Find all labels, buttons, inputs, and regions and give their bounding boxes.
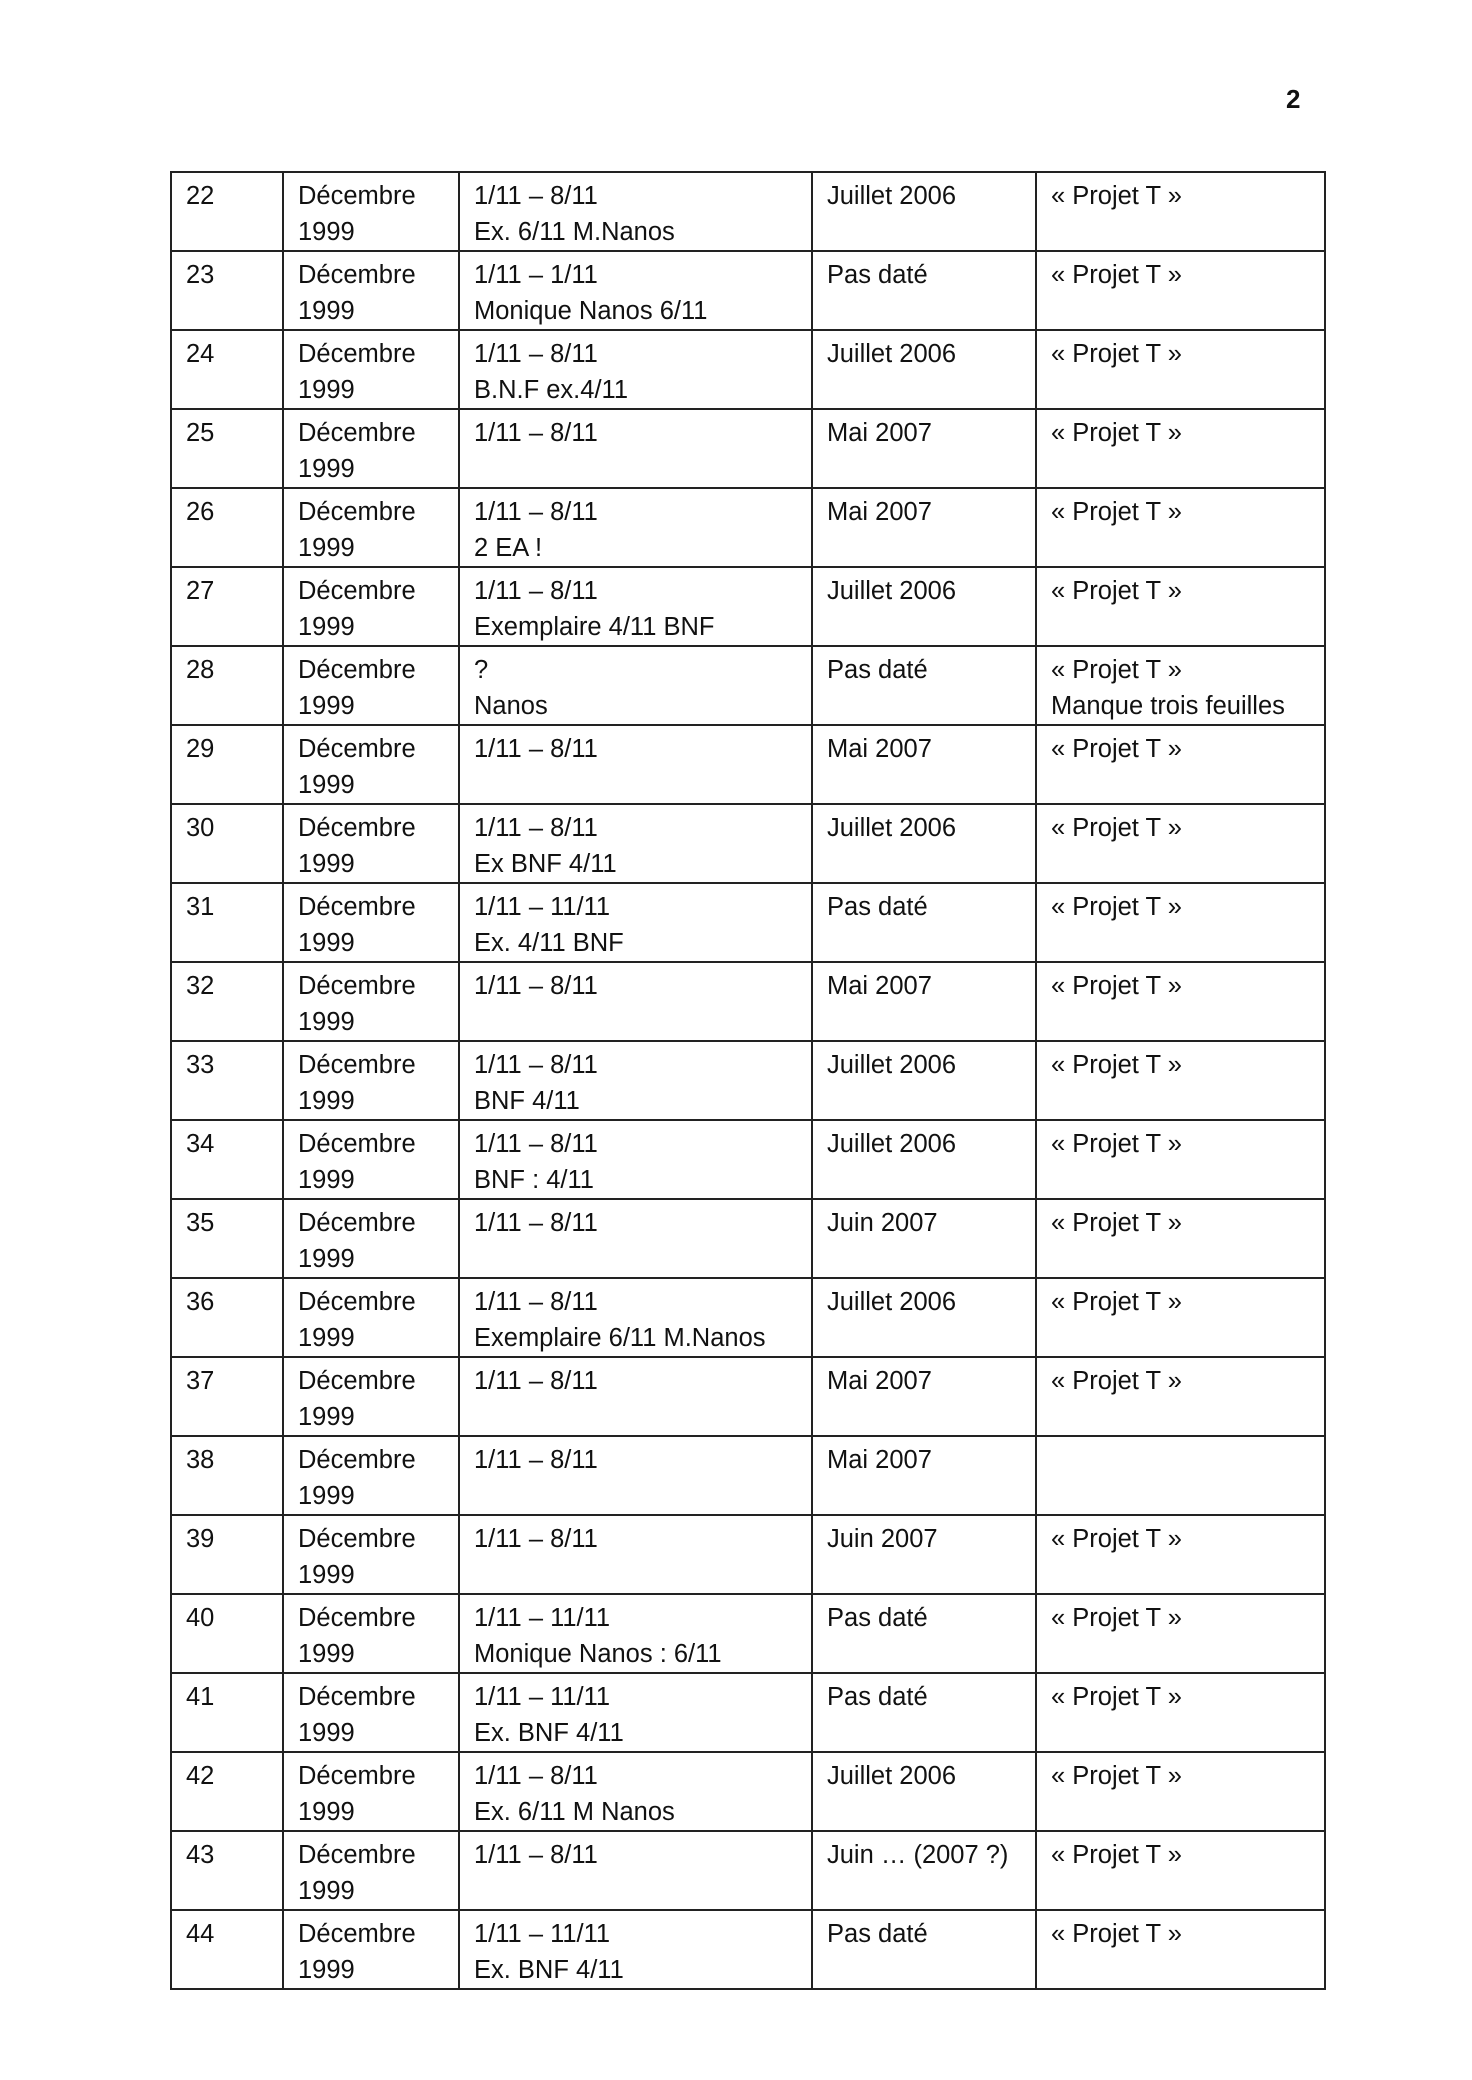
row-number: 31 xyxy=(186,893,215,921)
note-cell xyxy=(1036,1357,1325,1436)
edition-cell xyxy=(812,962,1036,1041)
row-number-cell xyxy=(171,1278,283,1357)
range-cell xyxy=(459,1752,812,1831)
edition-cell xyxy=(812,330,1036,409)
date-month: Décembre xyxy=(298,1051,416,1079)
range-value: 1/11 – 11/11 xyxy=(474,1604,611,1632)
table-row xyxy=(171,172,1325,251)
row-number: 35 xyxy=(186,1209,215,1237)
range-note: Ex. BNF 4/11 xyxy=(474,1956,624,1984)
date-month: Décembre xyxy=(298,1604,416,1632)
range-note: Exemplaire 4/11 BNF xyxy=(474,613,715,641)
project-note: « Projet T » xyxy=(1051,1841,1182,1869)
range-cell xyxy=(459,1278,812,1357)
table-row xyxy=(171,1357,1325,1436)
date-year: 1999 xyxy=(298,1087,355,1115)
date-year: 1999 xyxy=(298,613,355,641)
date-cell xyxy=(283,1120,459,1199)
range-cell xyxy=(459,1910,812,1989)
project-note: « Projet T » xyxy=(1051,261,1182,289)
edition-cell xyxy=(812,1436,1036,1515)
edition-cell xyxy=(812,1673,1036,1752)
edition-date: Juillet 2006 xyxy=(827,1130,957,1158)
edition-date: Pas daté xyxy=(827,656,928,684)
table-row xyxy=(171,1436,1325,1515)
project-note: « Projet T » xyxy=(1051,1051,1182,1079)
edition-cell xyxy=(812,1357,1036,1436)
note-cell xyxy=(1036,488,1325,567)
date-year: 1999 xyxy=(298,455,355,483)
row-number-cell xyxy=(171,1752,283,1831)
date-cell xyxy=(283,1831,459,1910)
table-row xyxy=(171,725,1325,804)
edition-cell xyxy=(812,1515,1036,1594)
date-cell xyxy=(283,1436,459,1515)
date-cell xyxy=(283,883,459,962)
edition-cell xyxy=(812,1831,1036,1910)
range-value: 1/11 – 8/11 xyxy=(474,972,598,1000)
range-cell xyxy=(459,251,812,330)
table-row xyxy=(171,804,1325,883)
date-month: Décembre xyxy=(298,1525,416,1553)
row-number: 28 xyxy=(186,656,215,684)
row-number: 44 xyxy=(186,1920,215,1948)
row-number-cell xyxy=(171,1673,283,1752)
date-month: Décembre xyxy=(298,972,416,1000)
note-cell xyxy=(1036,646,1325,725)
table-row xyxy=(171,883,1325,962)
edition-date: Juillet 2006 xyxy=(827,1051,957,1079)
range-note: Monique Nanos 6/11 xyxy=(474,297,708,325)
table-row xyxy=(171,1278,1325,1357)
project-note: « Projet T » xyxy=(1051,656,1182,684)
date-year: 1999 xyxy=(298,929,355,957)
project-note: « Projet T » xyxy=(1051,1683,1182,1711)
note-cell xyxy=(1036,1752,1325,1831)
date-cell xyxy=(283,409,459,488)
row-number: 26 xyxy=(186,498,215,526)
edition-date: Juillet 2006 xyxy=(827,1762,957,1790)
row-number-cell xyxy=(171,646,283,725)
range-cell xyxy=(459,725,812,804)
note-cell xyxy=(1036,1278,1325,1357)
row-number: 34 xyxy=(186,1130,215,1158)
date-month: Décembre xyxy=(298,498,416,526)
range-cell xyxy=(459,1436,812,1515)
date-month: Décembre xyxy=(298,1130,416,1158)
date-year: 1999 xyxy=(298,1245,355,1273)
table-row xyxy=(171,1831,1325,1910)
note-cell xyxy=(1036,1120,1325,1199)
date-month: Décembre xyxy=(298,1841,416,1869)
range-cell xyxy=(459,804,812,883)
note-cell xyxy=(1036,725,1325,804)
date-cell xyxy=(283,172,459,251)
range-value: 1/11 – 8/11 xyxy=(474,814,598,842)
date-year: 1999 xyxy=(298,376,355,404)
range-value: 1/11 – 11/11 xyxy=(474,1920,611,1948)
range-value: 1/11 – 8/11 xyxy=(474,1130,598,1158)
date-month: Décembre xyxy=(298,893,416,921)
range-cell xyxy=(459,1120,812,1199)
row-number: 33 xyxy=(186,1051,215,1079)
row-number-cell xyxy=(171,804,283,883)
table-row xyxy=(171,1515,1325,1594)
row-number: 25 xyxy=(186,419,215,447)
page-number: 2 xyxy=(1286,84,1301,114)
note-cell xyxy=(1036,1910,1325,1989)
edition-date: Juillet 2006 xyxy=(827,1288,957,1316)
date-month: Décembre xyxy=(298,261,416,289)
note-cell xyxy=(1036,804,1325,883)
range-cell xyxy=(459,1041,812,1120)
row-number: 41 xyxy=(186,1683,215,1711)
project-note: « Projet T » xyxy=(1051,1525,1182,1553)
range-note: Monique Nanos : 6/11 xyxy=(474,1640,722,1668)
table-row xyxy=(171,409,1325,488)
project-note: « Projet T » xyxy=(1051,577,1182,605)
row-number-cell xyxy=(171,962,283,1041)
table-row xyxy=(171,567,1325,646)
range-note: Ex. BNF 4/11 xyxy=(474,1719,624,1747)
date-month: Décembre xyxy=(298,1683,416,1711)
note-cell xyxy=(1036,1831,1325,1910)
edition-date: Juin … (2007 ?) xyxy=(827,1841,1009,1869)
range-cell xyxy=(459,1673,812,1752)
date-year: 1999 xyxy=(298,1798,355,1826)
edition-cell xyxy=(812,883,1036,962)
row-number-cell xyxy=(171,567,283,646)
inventory-table xyxy=(170,171,1326,1990)
row-number: 42 xyxy=(186,1762,215,1790)
date-cell xyxy=(283,330,459,409)
edition-cell xyxy=(812,251,1036,330)
range-cell xyxy=(459,1831,812,1910)
range-note: Nanos xyxy=(474,692,548,720)
date-year: 1999 xyxy=(298,218,355,246)
date-month: Décembre xyxy=(298,1367,416,1395)
edition-cell xyxy=(812,725,1036,804)
table-row xyxy=(171,1199,1325,1278)
edition-cell xyxy=(812,1910,1036,1989)
date-cell xyxy=(283,1199,459,1278)
row-number: 29 xyxy=(186,735,215,763)
range-note: Ex. 6/11 M Nanos xyxy=(474,1798,675,1826)
edition-date: Mai 2007 xyxy=(827,419,932,447)
range-value: 1/11 – 11/11 xyxy=(474,893,611,921)
range-cell xyxy=(459,330,812,409)
edition-cell xyxy=(812,804,1036,883)
project-note: « Projet T » xyxy=(1051,419,1182,447)
date-cell xyxy=(283,1594,459,1673)
table-row xyxy=(171,330,1325,409)
date-month: Décembre xyxy=(298,1762,416,1790)
project-note: « Projet T » xyxy=(1051,972,1182,1000)
range-value: 1/11 – 8/11 xyxy=(474,1841,598,1869)
edition-date: Mai 2007 xyxy=(827,735,932,763)
range-value: 1/11 – 8/11 xyxy=(474,1367,598,1395)
range-value: ? xyxy=(474,656,489,684)
row-number: 27 xyxy=(186,577,215,605)
edition-cell xyxy=(812,1594,1036,1673)
range-value: 1/11 – 8/11 xyxy=(474,419,598,447)
range-value: 1/11 – 11/11 xyxy=(474,1683,611,1711)
range-cell xyxy=(459,962,812,1041)
edition-date: Pas daté xyxy=(827,261,928,289)
date-cell xyxy=(283,646,459,725)
date-month: Décembre xyxy=(298,1288,416,1316)
table-row xyxy=(171,1673,1325,1752)
date-month: Décembre xyxy=(298,182,416,210)
note-cell xyxy=(1036,1436,1325,1515)
project-note: « Projet T » xyxy=(1051,1762,1182,1790)
edition-date: Juillet 2006 xyxy=(827,340,957,368)
range-value: 1/11 – 8/11 xyxy=(474,1446,598,1474)
note-cell xyxy=(1036,1673,1325,1752)
edition-date: Pas daté xyxy=(827,1683,928,1711)
edition-date: Juin 2007 xyxy=(827,1209,938,1237)
note-cell xyxy=(1036,1041,1325,1120)
table-row xyxy=(171,488,1325,567)
range-value: 1/11 – 8/11 xyxy=(474,340,598,368)
row-number: 37 xyxy=(186,1367,215,1395)
date-month: Décembre xyxy=(298,577,416,605)
range-note: BNF : 4/11 xyxy=(474,1166,594,1194)
table-row xyxy=(171,646,1325,725)
date-cell xyxy=(283,1041,459,1120)
project-note: « Projet T » xyxy=(1051,1288,1182,1316)
table-row xyxy=(171,1594,1325,1673)
row-number-cell xyxy=(171,1041,283,1120)
date-cell xyxy=(283,1673,459,1752)
date-cell xyxy=(283,488,459,567)
range-cell xyxy=(459,567,812,646)
date-cell xyxy=(283,804,459,883)
row-number: 40 xyxy=(186,1604,215,1632)
row-number-cell xyxy=(171,883,283,962)
row-number: 43 xyxy=(186,1841,215,1869)
range-value: 1/11 – 8/11 xyxy=(474,1288,598,1316)
row-number: 23 xyxy=(186,261,215,289)
project-note: « Projet T » xyxy=(1051,1920,1182,1948)
row-number: 32 xyxy=(186,972,215,1000)
edition-date: Mai 2007 xyxy=(827,498,932,526)
date-year: 1999 xyxy=(298,297,355,325)
note-cell xyxy=(1036,1594,1325,1673)
date-cell xyxy=(283,567,459,646)
project-note: « Projet T » xyxy=(1051,1604,1182,1632)
range-note: Exemplaire 6/11 M.Nanos xyxy=(474,1324,766,1352)
note-cell xyxy=(1036,1515,1325,1594)
range-cell xyxy=(459,883,812,962)
range-note: Ex. 6/11 M.Nanos xyxy=(474,218,675,246)
table-row xyxy=(171,962,1325,1041)
edition-date: Pas daté xyxy=(827,1920,928,1948)
date-month: Décembre xyxy=(298,656,416,684)
row-number-cell xyxy=(171,1357,283,1436)
date-cell xyxy=(283,251,459,330)
range-value: 1/11 – 8/11 xyxy=(474,1762,598,1790)
note-cell xyxy=(1036,1199,1325,1278)
date-year: 1999 xyxy=(298,692,355,720)
row-number-cell xyxy=(171,1515,283,1594)
range-value: 1/11 – 1/11 xyxy=(474,261,598,289)
project-note: « Projet T » xyxy=(1051,893,1182,921)
range-value: 1/11 – 8/11 xyxy=(474,498,598,526)
row-number-cell xyxy=(171,409,283,488)
range-cell xyxy=(459,1594,812,1673)
edition-date: Mai 2007 xyxy=(827,972,932,1000)
edition-cell xyxy=(812,1278,1036,1357)
date-month: Décembre xyxy=(298,735,416,763)
project-note: « Projet T » xyxy=(1051,182,1182,210)
date-year: 1999 xyxy=(298,771,355,799)
date-year: 1999 xyxy=(298,850,355,878)
date-month: Décembre xyxy=(298,1209,416,1237)
table-row xyxy=(171,1752,1325,1831)
date-cell xyxy=(283,725,459,804)
edition-cell xyxy=(812,567,1036,646)
inventory-table-body xyxy=(171,172,1325,1989)
note-cell xyxy=(1036,330,1325,409)
edition-cell xyxy=(812,1199,1036,1278)
date-cell xyxy=(283,1278,459,1357)
range-note: Ex. 4/11 BNF xyxy=(474,929,624,957)
edition-cell xyxy=(812,1120,1036,1199)
row-number-cell xyxy=(171,1910,283,1989)
row-number-cell xyxy=(171,172,283,251)
edition-date: Juin 2007 xyxy=(827,1525,938,1553)
edition-date: Mai 2007 xyxy=(827,1367,932,1395)
edition-date: Pas daté xyxy=(827,893,928,921)
range-value: 1/11 – 8/11 xyxy=(474,735,598,763)
range-note: B.N.F ex.4/11 xyxy=(474,376,629,404)
row-number-cell xyxy=(171,725,283,804)
date-year: 1999 xyxy=(298,1719,355,1747)
edition-cell xyxy=(812,488,1036,567)
date-month: Décembre xyxy=(298,340,416,368)
date-year: 1999 xyxy=(298,1956,355,1984)
note-cell xyxy=(1036,409,1325,488)
date-cell xyxy=(283,1357,459,1436)
table-row xyxy=(171,1041,1325,1120)
date-year: 1999 xyxy=(298,1640,355,1668)
date-cell xyxy=(283,1515,459,1594)
range-value: 1/11 – 8/11 xyxy=(474,1525,598,1553)
row-number-cell xyxy=(171,1120,283,1199)
edition-date: Mai 2007 xyxy=(827,1446,932,1474)
table-row xyxy=(171,251,1325,330)
range-cell xyxy=(459,1515,812,1594)
range-value: 1/11 – 8/11 xyxy=(474,182,598,210)
range-note: Ex BNF 4/11 xyxy=(474,850,617,878)
range-cell xyxy=(459,488,812,567)
date-cell xyxy=(283,1752,459,1831)
range-value: 1/11 – 8/11 xyxy=(474,1209,598,1237)
edition-cell xyxy=(812,1041,1036,1120)
date-year: 1999 xyxy=(298,1008,355,1036)
range-cell xyxy=(459,409,812,488)
row-number: 30 xyxy=(186,814,215,842)
row-number-cell xyxy=(171,488,283,567)
row-number-cell xyxy=(171,1594,283,1673)
row-number: 24 xyxy=(186,340,215,368)
project-note: « Projet T » xyxy=(1051,1130,1182,1158)
note-cell xyxy=(1036,251,1325,330)
edition-date: Juillet 2006 xyxy=(827,182,957,210)
edition-cell xyxy=(812,1752,1036,1831)
range-cell xyxy=(459,646,812,725)
date-month: Décembre xyxy=(298,1446,416,1474)
row-number-cell xyxy=(171,1831,283,1910)
project-note: « Projet T » xyxy=(1051,498,1182,526)
date-cell xyxy=(283,962,459,1041)
edition-cell xyxy=(812,409,1036,488)
date-year: 1999 xyxy=(298,1324,355,1352)
project-note: « Projet T » xyxy=(1051,340,1182,368)
range-value: 1/11 – 8/11 xyxy=(474,577,598,605)
note-cell xyxy=(1036,962,1325,1041)
range-cell xyxy=(459,1199,812,1278)
range-note: BNF 4/11 xyxy=(474,1087,580,1115)
date-year: 1999 xyxy=(298,534,355,562)
edition-cell xyxy=(812,172,1036,251)
date-month: Décembre xyxy=(298,1920,416,1948)
range-note: 2 EA ! xyxy=(474,534,543,562)
row-number: 36 xyxy=(186,1288,215,1316)
row-number: 39 xyxy=(186,1525,215,1553)
project-note: « Projet T » xyxy=(1051,814,1182,842)
project-note-extra: Manque trois feuilles xyxy=(1051,692,1285,720)
date-year: 1999 xyxy=(298,1166,355,1194)
date-year: 1999 xyxy=(298,1561,355,1589)
date-year: 1999 xyxy=(298,1877,355,1905)
project-note: « Projet T » xyxy=(1051,1367,1182,1395)
date-year: 1999 xyxy=(298,1403,355,1431)
range-cell xyxy=(459,172,812,251)
project-note: « Projet T » xyxy=(1051,735,1182,763)
project-note: « Projet T » xyxy=(1051,1209,1182,1237)
range-value: 1/11 – 8/11 xyxy=(474,1051,598,1079)
row-number-cell xyxy=(171,330,283,409)
date-month: Décembre xyxy=(298,419,416,447)
edition-date: Pas daté xyxy=(827,1604,928,1632)
row-number-cell xyxy=(171,1436,283,1515)
range-cell xyxy=(459,1357,812,1436)
date-month: Décembre xyxy=(298,814,416,842)
note-cell xyxy=(1036,883,1325,962)
row-number: 22 xyxy=(186,182,215,210)
date-cell xyxy=(283,1910,459,1989)
edition-cell xyxy=(812,646,1036,725)
row-number-cell xyxy=(171,1199,283,1278)
note-cell xyxy=(1036,172,1325,251)
row-number: 38 xyxy=(186,1446,215,1474)
table-row xyxy=(171,1120,1325,1199)
row-number-cell xyxy=(171,251,283,330)
note-cell xyxy=(1036,567,1325,646)
table-row xyxy=(171,1910,1325,1989)
edition-date: Juillet 2006 xyxy=(827,814,957,842)
edition-date: Juillet 2006 xyxy=(827,577,957,605)
date-year: 1999 xyxy=(298,1482,355,1510)
